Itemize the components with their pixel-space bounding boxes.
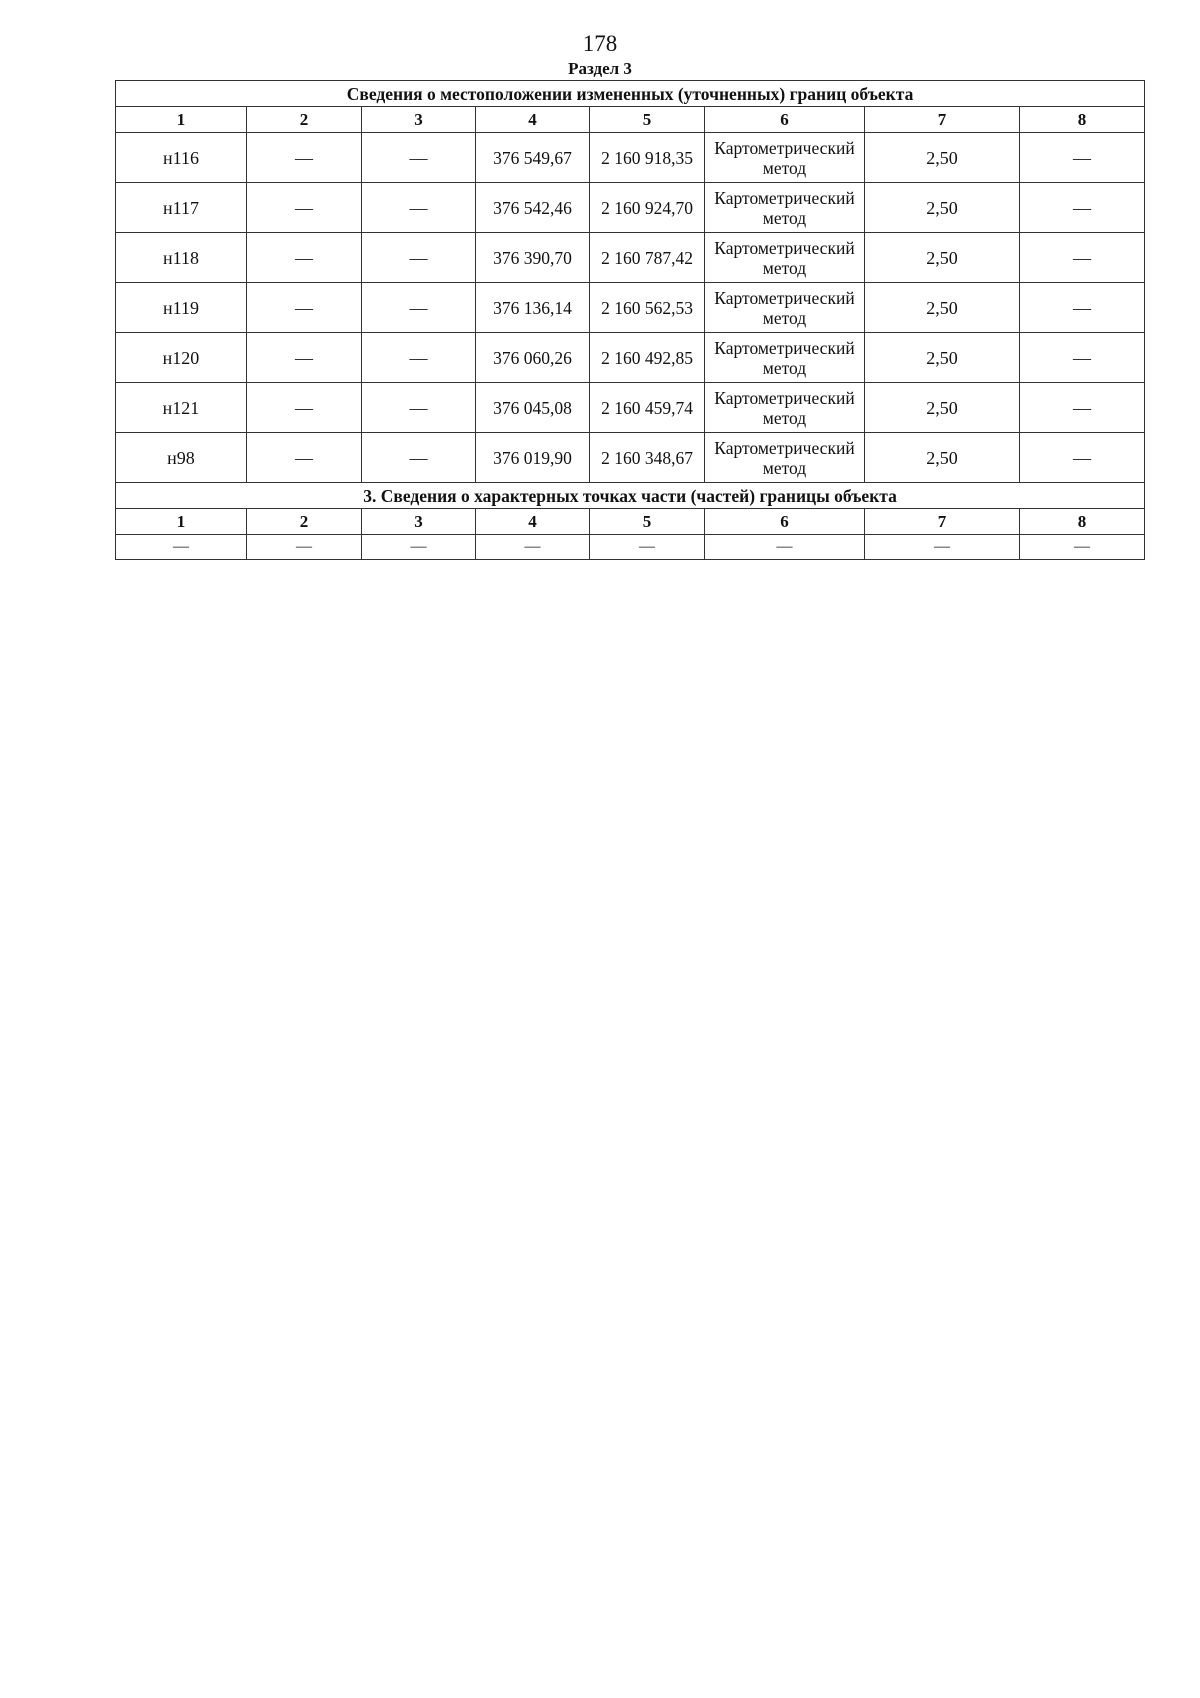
method-cell: Картометрический метод: [705, 383, 865, 433]
empty-cell: —: [247, 535, 362, 560]
column-number: 7: [865, 107, 1020, 133]
column-number: 5: [590, 509, 705, 535]
table-row: [116, 383, 1145, 433]
point-number-cell: н118: [116, 233, 247, 283]
empty-row: [116, 535, 1145, 560]
y-coordinate-cell: 2 160 918,35: [590, 133, 705, 183]
y-coordinate-cell: 2 160 492,85: [590, 333, 705, 383]
column-number-row: [116, 509, 1145, 535]
x-coordinate-cell: 376 045,08: [476, 383, 590, 433]
boundary-location-heading: Сведения о местоположении измененных (уточненных) границ объекта: [116, 81, 1145, 107]
column-number: 1: [116, 509, 247, 535]
point-number-cell: н116: [116, 133, 247, 183]
column-2-cell: —: [247, 133, 362, 183]
section-title: Раздел 3: [568, 59, 632, 78]
column-8-cell: —: [1020, 383, 1145, 433]
column-number: 8: [1020, 509, 1145, 535]
y-coordinate-cell: 2 160 562,53: [590, 283, 705, 333]
method-cell: Картометрический метод: [705, 133, 865, 183]
accuracy-cell: 2,50: [865, 383, 1020, 433]
accuracy-cell: 2,50: [865, 183, 1020, 233]
section-heading-row: [116, 81, 1145, 107]
column-number: 3: [362, 509, 476, 535]
point-number-cell: н117: [116, 183, 247, 233]
y-coordinate-cell: 2 160 348,67: [590, 433, 705, 483]
table-row: [116, 433, 1145, 483]
table-row: [116, 233, 1145, 283]
column-3-cell: —: [362, 233, 476, 283]
part-points-heading: 3. Сведения о характерных точках части (частей) границы объекта: [116, 483, 1145, 509]
empty-cell: —: [362, 535, 476, 560]
column-number: 4: [476, 107, 590, 133]
x-coordinate-cell: 376 542,46: [476, 183, 590, 233]
method-cell: Картометрический метод: [705, 333, 865, 383]
table-row: [116, 183, 1145, 233]
x-coordinate-cell: 376 019,90: [476, 433, 590, 483]
method-cell: Картометрический метод: [705, 433, 865, 483]
empty-cell: —: [865, 535, 1020, 560]
empty-cell: —: [590, 535, 705, 560]
coordinates-table: [115, 80, 1145, 560]
column-number: 3: [362, 107, 476, 133]
point-number-cell: н119: [116, 283, 247, 333]
x-coordinate-cell: 376 390,70: [476, 233, 590, 283]
section-heading-row: [116, 483, 1145, 509]
table-row: [116, 133, 1145, 183]
x-coordinate-cell: 376 549,67: [476, 133, 590, 183]
column-number: 6: [705, 107, 865, 133]
x-coordinate-cell: 376 136,14: [476, 283, 590, 333]
column-number: 4: [476, 509, 590, 535]
accuracy-cell: 2,50: [865, 133, 1020, 183]
column-2-cell: —: [247, 283, 362, 333]
y-coordinate-cell: 2 160 787,42: [590, 233, 705, 283]
column-2-cell: —: [247, 183, 362, 233]
accuracy-cell: 2,50: [865, 283, 1020, 333]
table-row: [116, 283, 1145, 333]
column-8-cell: —: [1020, 133, 1145, 183]
column-8-cell: —: [1020, 283, 1145, 333]
column-3-cell: —: [362, 333, 476, 383]
x-coordinate-cell: 376 060,26: [476, 333, 590, 383]
column-3-cell: —: [362, 133, 476, 183]
column-number: 8: [1020, 107, 1145, 133]
method-cell: Картометрический метод: [705, 183, 865, 233]
empty-cell: —: [476, 535, 590, 560]
column-8-cell: —: [1020, 183, 1145, 233]
column-2-cell: —: [247, 383, 362, 433]
y-coordinate-cell: 2 160 459,74: [590, 383, 705, 433]
page-number: 178: [582, 31, 618, 56]
column-2-cell: —: [247, 433, 362, 483]
column-3-cell: —: [362, 283, 476, 333]
empty-cell: —: [705, 535, 865, 560]
empty-cell: —: [116, 535, 247, 560]
column-number: 7: [865, 509, 1020, 535]
accuracy-cell: 2,50: [865, 433, 1020, 483]
accuracy-cell: 2,50: [865, 233, 1020, 283]
table-row: [116, 333, 1145, 383]
column-8-cell: —: [1020, 433, 1145, 483]
accuracy-cell: 2,50: [865, 333, 1020, 383]
column-3-cell: —: [362, 383, 476, 433]
column-3-cell: —: [362, 433, 476, 483]
column-number: 2: [247, 107, 362, 133]
method-cell: Картометрический метод: [705, 283, 865, 333]
table-body: [116, 81, 1145, 560]
column-number: 2: [247, 509, 362, 535]
column-number: 6: [705, 509, 865, 535]
column-2-cell: —: [247, 333, 362, 383]
y-coordinate-cell: 2 160 924,70: [590, 183, 705, 233]
column-number: 1: [116, 107, 247, 133]
column-number: 5: [590, 107, 705, 133]
point-number-cell: н121: [116, 383, 247, 433]
point-number-cell: н98: [116, 433, 247, 483]
column-8-cell: —: [1020, 233, 1145, 283]
method-cell: Картометрический метод: [705, 233, 865, 283]
column-3-cell: —: [362, 183, 476, 233]
column-2-cell: —: [247, 233, 362, 283]
empty-cell: —: [1020, 535, 1145, 560]
column-number-row: [116, 107, 1145, 133]
point-number-cell: н120: [116, 333, 247, 383]
column-8-cell: —: [1020, 333, 1145, 383]
